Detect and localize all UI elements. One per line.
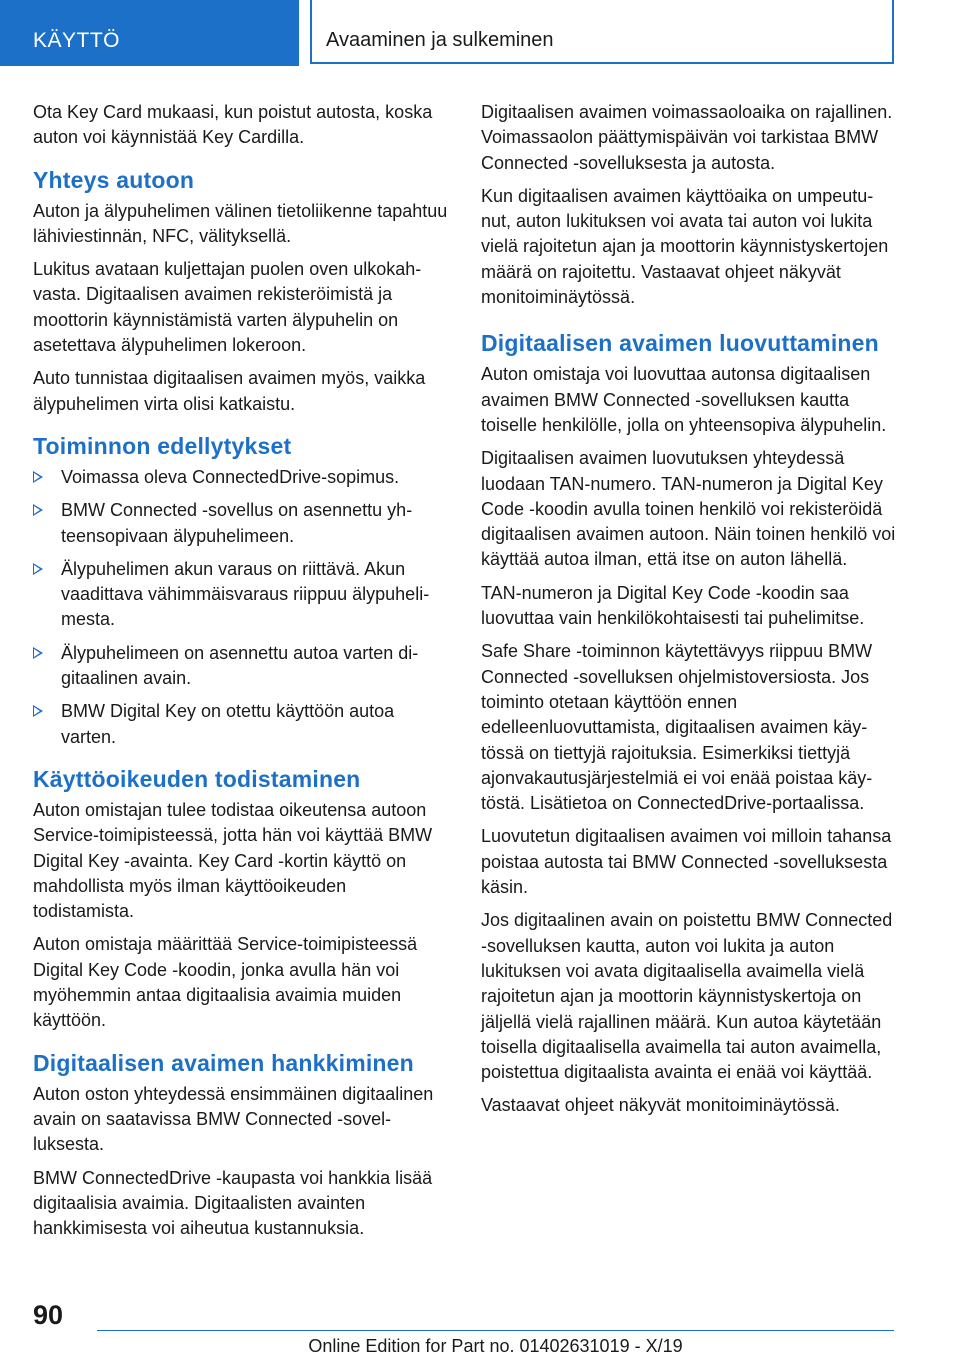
heading-kayttooikeuden-todistaminen: Käyttöoikeuden todistaminen (33, 765, 361, 792)
heading-toiminnon-edellytykset: Toiminnon edellytykset (33, 432, 292, 459)
paragraph: Safe Share -toiminnon käytettävyys riippuu BMW Connected -sovelluksen ohjelmistoversiosta. Jos toiminto otetaan käyttöön ennen edelleenluovuttamista, digitaalisen avaimen käytössä on tiettyjä rajoituksia. Esimerkiksi tiettyjä ajonvakautusjärjestelmiä ei voi enää poistaa käytöstä. Lisätietoa on ConnectedDrive-portaalissa. (481, 641, 873, 814)
paragraph: Digitaalisen avaimen voimassaoloaika on rajallinen. Voimassaolon päättymispäivän voi tarkistaa BMW Connected -sovelluksesta ja autosta. (481, 102, 893, 173)
right-column (481, 100, 896, 1127)
paragraph: Lukitus avataan kuljettajan puolen oven ulkokahvasta. Digitaalisen avaimen rekisteröimistä ja moottorin käynnistämistä varten älypuhelin on asetettava älypuhelimen lokeroon. (33, 259, 422, 356)
paragraph: Digitaalisen avaimen luovutuksen yhteydessä luodaan TAN-numero. TAN-numeron ja Digital Key Code -koodin avulla toinen henkilö voi rekisteröidä digitaalisen avaimen autoon. Näin toinen henkilö voi käyttää autoa ilman, että itse on auton lähellä. (481, 448, 896, 570)
heading-yhteys-autoon: Yhteys autoon (33, 166, 195, 193)
paragraph: Auton oston yhteydessä ensimmäinen digitaalinen avain on saatavissa BMW Connected -sovelluksesta. (33, 1083, 434, 1155)
list-item: Älypuhelimen akun varaus on riittävä. Akun vaadittava vähimmäisvaraus riippuu älypuhelimesta. (33, 557, 449, 633)
paragraph: Auton omistaja voi luovuttaa autonsa digitaalisen avaimen BMW Connected -sovelluksen kautta toiselle henkilölle, jolla on yhteensopiva älypuhelin. (481, 364, 887, 435)
heading-avaimen-hankkiminen: Digitaalisen avaimen hankkiminen (33, 1049, 414, 1076)
paragraph: Luovutetun digitaalisen avaimen voi milloin tahansa poistaa autosta tai BMW Connected -sovelluksesta käsin. (481, 826, 892, 898)
chapter-title-box (310, 0, 894, 64)
paragraph: Auton omistaja määrittää Service-toimipisteessä Digital Key Code -koodin, jonka avulla hän voi myöhemmin antaa digitaalisia avaimia muiden käyttöön. (33, 934, 418, 1031)
paragraph: Vastaavat ohjeet näkyvät monitoiminäytössä. (481, 1095, 840, 1116)
paragraph: Auto tunnistaa digitaalisen avaimen myös, vaikka älypuhelimen virta olisi katkaistu. (33, 368, 426, 414)
chapter-title: Avaaminen ja sulkeminen (326, 29, 554, 51)
paragraph: Jos digitaalinen avain on poistettu BMW Connected -sovelluksen kautta, auton voi lukita ja auton lukituksen voi avata digitaalisella avaimella vielä rajoitetun ajan ja moottorin käynnistyskertoja on jäljellä vielä rajallinen määrä. Kun autoa käytetään toisella digitaalisella avaimella tai auton avaimella, poistettua digitaalista avainta ei enää voi käyttää. (481, 910, 893, 1083)
list-item: Älypuhelimeen on asennettu autoa varten digitaalinen avain. (33, 641, 449, 692)
intro-paragraph: Ota Key Card mukaasi, kun poistut autosta, koska auton voi käynnistää Key Cardilla. (33, 102, 433, 148)
page-header (0, 0, 960, 66)
section-tab (0, 0, 299, 66)
list-item: BMW Connected -sovellus on asennettu yhteensopivaan älypuhelimeen. (33, 498, 449, 549)
list-item: Voimassa oleva ConnectedDrive-sopimus. (33, 465, 449, 490)
section-label: KÄYTTÖ (33, 29, 121, 52)
footer-edition: Online Edition for Part no. 01402631019 - X/19 (308, 1336, 683, 1356)
triangle-bullet-icon (33, 504, 43, 516)
triangle-bullet-icon (33, 647, 43, 659)
requirements-list (33, 465, 449, 750)
paragraph: Auton omistajan tulee todistaa oikeutensa autoon Service-toimipisteessä, jotta hän voi käyttää BMW Digital Key -avainta. Key Card -kortin käyttö on mahdollista myös ilman käyttöoikeuden todistamista. (33, 799, 433, 922)
heading-avaimen-luovuttaminen: Digitaalisen avaimen luovuttaminen (481, 330, 879, 357)
triangle-bullet-icon (33, 471, 43, 483)
page-number: 90 (33, 1300, 64, 1330)
footer-divider (97, 1330, 894, 1331)
paragraph: Auton ja älypuhelimen välinen tietoliikenne tapahtuu lähiviestinnän, NFC, välityksellä. (33, 200, 448, 246)
triangle-bullet-icon (33, 563, 43, 575)
triangle-bullet-icon (33, 705, 43, 717)
paragraph: Kun digitaalisen avaimen käyttöaika on umpeutunut, auton lukituksen voi avata tai auton voi lukita vielä rajoitetun ajan ja moottorin käynnistyskertojen määrä on rajoitettu. Vastaavat ohjeet näkyvät monitoiminäytössä. (481, 185, 889, 308)
paragraph: TAN-numeron ja Digital Key Code -koodin saa luovuttaa vain henkilökohtaisesti tai puhelimitse. (481, 582, 865, 629)
list-item: BMW Digital Key on otettu käyttöön autoa varten. (33, 699, 449, 750)
paragraph: BMW ConnectedDrive -kaupasta voi hankkia lisää digitaalisia avaimia. Digitaalisten avainten hankkimisesta voi aiheutua kustannuksia. (33, 1167, 433, 1239)
left-column (33, 100, 449, 1249)
